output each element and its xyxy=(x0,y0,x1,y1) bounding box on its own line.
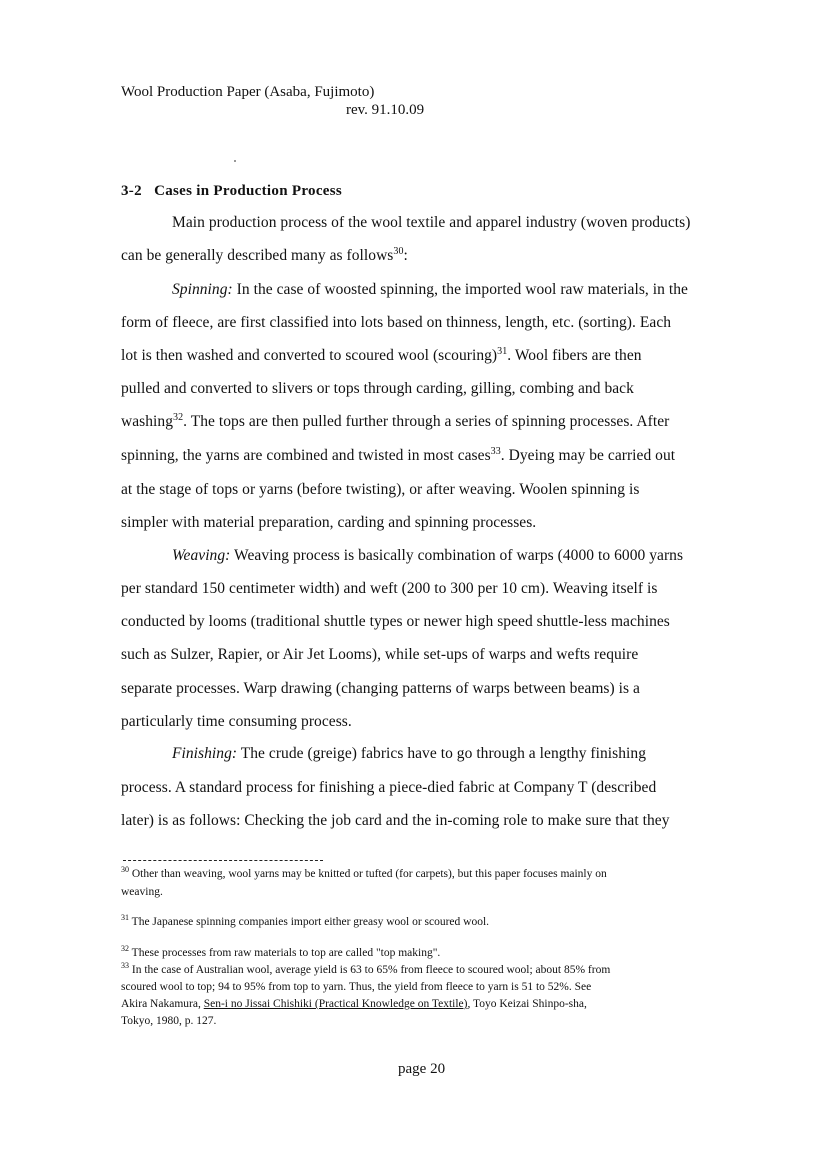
section-number: 3-2 xyxy=(121,183,142,199)
finishing-line-1 xyxy=(172,745,646,763)
footnote-30-line-1 xyxy=(121,865,607,880)
spinning-term: Spinning: xyxy=(172,281,233,298)
paper-title: Wool Production Paper (Asaba, Fujimoto) xyxy=(121,84,375,100)
spinning-line-2: form of fleece, are first classified into lots based on thinness, length, etc. (sorting). Each xyxy=(121,314,672,331)
finishing-line-3: later) is as follows: Checking the job card and the in-coming role to make sure that they xyxy=(121,812,670,829)
weaving-line-1 xyxy=(172,547,683,565)
weaving-line-5: separate processes. Warp drawing (changing patterns of warps between beams) is a xyxy=(121,680,640,697)
spinning-line-7: at the stage of tops or yarns (before twisting), or after weaving. Woolen spinning is xyxy=(121,481,640,498)
spinning-line-5 xyxy=(121,413,669,431)
footnote-30-number: 30 xyxy=(121,865,129,875)
spinning-text: spinning, the yarns are combined and twisted in most cases xyxy=(121,447,491,464)
spinning-line-8: simpler with material preparation, carding and spinning processes. xyxy=(121,514,537,531)
footnote-32 xyxy=(121,944,441,959)
footnote-33-number: 33 xyxy=(121,961,129,971)
spinning-text: In the case of woosted spinning, the imported wool raw materials, in the xyxy=(232,281,688,298)
footnote-text: Akira Nakamura, xyxy=(121,998,204,1010)
footnote-text: , Toyo Keizai Shinpo-sha, xyxy=(467,998,587,1010)
spinning-line-1 xyxy=(172,281,688,299)
weaving-line-6: particularly time consuming process. xyxy=(121,713,352,730)
footnote-ref-30: 30 xyxy=(393,245,404,257)
footnote-text: The Japanese spinning companies import either greasy wool or scoured wool. xyxy=(129,916,490,928)
footnote-32-number: 32 xyxy=(121,944,129,954)
revision-label: rev. 91.10.09 xyxy=(346,102,425,118)
weaving-term: Weaving: xyxy=(172,547,231,564)
finishing-term: Finishing: xyxy=(172,745,238,762)
section-heading xyxy=(121,183,342,200)
intro-line-2 xyxy=(121,247,408,265)
footnote-ref-33: 33 xyxy=(490,445,501,457)
footnote-text: Other than weaving, wool yarns may be knitted or tufted (for carpets), but this paper focuses mainly on xyxy=(129,868,607,880)
weaving-line-3: conducted by looms (traditional shuttle types or newer high speed shuttle-less machines xyxy=(121,613,670,630)
page-number: page 20 xyxy=(398,1061,446,1077)
footnote-33-line-1 xyxy=(121,961,611,976)
intro-line-1: Main production process of the wool textile and apparel industry (woven products) xyxy=(172,214,691,231)
spinning-line-6 xyxy=(121,447,675,465)
footnote-text: These processes from raw materials to top are called "top making". xyxy=(129,947,441,959)
finishing-text: The crude (greige) fabrics have to go through a lengthy finishing xyxy=(237,745,646,762)
footnote-33-line-4: Tokyo, 1980, p. 127. xyxy=(121,1015,217,1027)
spinning-line-3 xyxy=(121,347,642,365)
intro-end: : xyxy=(403,247,408,264)
spinning-text: washing xyxy=(121,413,174,430)
footnote-30-line-2: weaving. xyxy=(121,886,163,898)
footnote-ref-32: 32 xyxy=(173,411,184,423)
footnote-31-number: 31 xyxy=(121,913,129,923)
spinning-text: . The tops are then pulled further through a series of spinning processes. After xyxy=(183,413,670,430)
footnote-33-line-2: scoured wool to top; 94 to 95% from top to yarn. Thus, the yield from fleece to yarn is 51 to 52%. See xyxy=(121,981,592,993)
spinning-text: . Wool fibers are then xyxy=(507,347,642,364)
spinning-text: . Dyeing may be carried out xyxy=(500,447,676,464)
footnote-text: In the case of Australian wool, average yield is 63 to 65% from fleece to scoured wool; about 85% from xyxy=(129,964,611,976)
footnote-31 xyxy=(121,913,490,928)
spinning-line-4: pulled and converted to slivers or tops through carding, gilling, combing and back xyxy=(121,380,634,397)
footnote-divider xyxy=(123,860,323,861)
weaving-line-2: per standard 150 centimeter width) and weft (200 to 300 per 10 cm). Weaving itself is xyxy=(121,580,658,597)
scan-speck xyxy=(234,160,236,162)
weaving-text: Weaving process is basically combination of warps (4000 to 6000 yarns xyxy=(230,547,684,564)
footnote-ref-31: 31 xyxy=(497,345,508,357)
footnote-33-line-3 xyxy=(121,998,587,1010)
weaving-line-4: such as Sulzer, Rapier, or Air Jet Looms), while set-ups of warps and wefts require xyxy=(121,646,639,663)
section-title: Cases in Production Process xyxy=(154,183,343,199)
cited-book-title: Sen-i no Jissai Chishiki (Practical Knowledge on Textile) xyxy=(203,998,468,1010)
finishing-line-2: process. A standard process for finishing a piece-died fabric at Company T (described xyxy=(121,779,657,796)
spinning-text: lot is then washed and converted to scoured wool (scouring) xyxy=(121,347,498,364)
intro-text: can be generally described many as follows xyxy=(121,247,394,264)
